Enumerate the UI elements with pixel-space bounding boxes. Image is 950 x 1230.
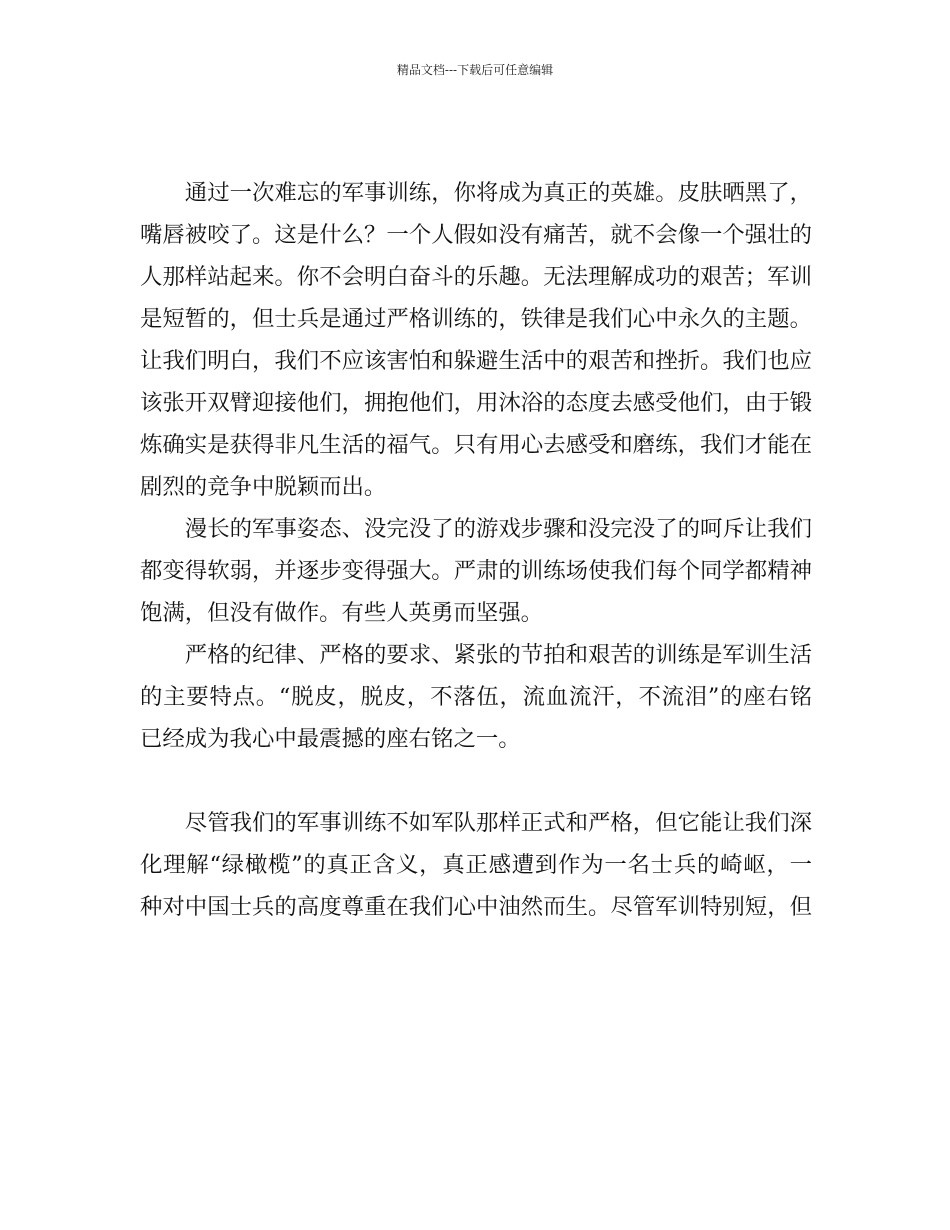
paragraph-3 <box>140 634 812 760</box>
text-line: 都变得软弱，并逐步变得强大。严肃的训练场使我们每个同学都精神 <box>140 558 812 584</box>
text-line: 已经成为我心中最震撼的座右铭之一。 <box>140 726 521 752</box>
page-header: 精品文档---下载后可任意编辑 <box>396 63 554 77</box>
text-line: 饱满，但没有做作。有些人英勇而坚强。 <box>140 600 544 626</box>
text-line: 剧烈的竞争中脱颖而出。 <box>140 474 387 500</box>
text-line: 让我们明白，我们不应该害怕和躲避生活中的艰苦和挫折。我们也应 <box>140 348 812 374</box>
text-line: 化理解“绿橄榄”的真正含义，真正感遭到作为一名士兵的崎岖，一 <box>140 852 812 878</box>
text-line: 种对中国士兵的高度尊重在我们心中油然而生。尽管军训特别短，但 <box>140 894 812 920</box>
text-line: 是短暂的，但士兵是通过严格训练的，铁律是我们心中永久的主题。 <box>140 306 812 332</box>
text-line: 嘴唇被咬了。这是什么？一个人假如没有痛苦，就不会像一个强壮的 <box>140 222 812 248</box>
document-body <box>140 172 812 928</box>
text-line: 人那样站起来。你不会明白奋斗的乐趣。无法理解成功的艰苦；军训 <box>140 264 812 290</box>
text-line: 严格的纪律、严格的要求、紧张的节拍和艰苦的训练是军训生活 <box>184 642 812 668</box>
paragraph-4 <box>140 802 812 928</box>
text-line: 通过一次难忘的军事训练，你将成为真正的英雄。皮肤晒黑了， <box>184 180 812 206</box>
text-line: 炼确实是获得非凡生活的福气。只有用心去感受和磨练，我们才能在 <box>140 432 812 458</box>
text-line: 该张开双臂迎接他们，拥抱他们，用沐浴的态度去感受他们，由于锻 <box>140 390 812 416</box>
text-line: 漫长的军事姿态、没完没了的游戏步骤和没完没了的呵斥让我们 <box>184 516 812 542</box>
text-line: 尽管我们的军事训练不如军队那样正式和严格，但它能让我们深 <box>184 810 812 836</box>
paragraph-spacer <box>140 760 812 802</box>
paragraph-2 <box>140 508 812 634</box>
paragraph-1 <box>140 172 812 508</box>
text-line: 的主要特点。“脱皮，脱皮，不落伍，流血流汗，不流泪”的座右铭 <box>140 684 812 710</box>
